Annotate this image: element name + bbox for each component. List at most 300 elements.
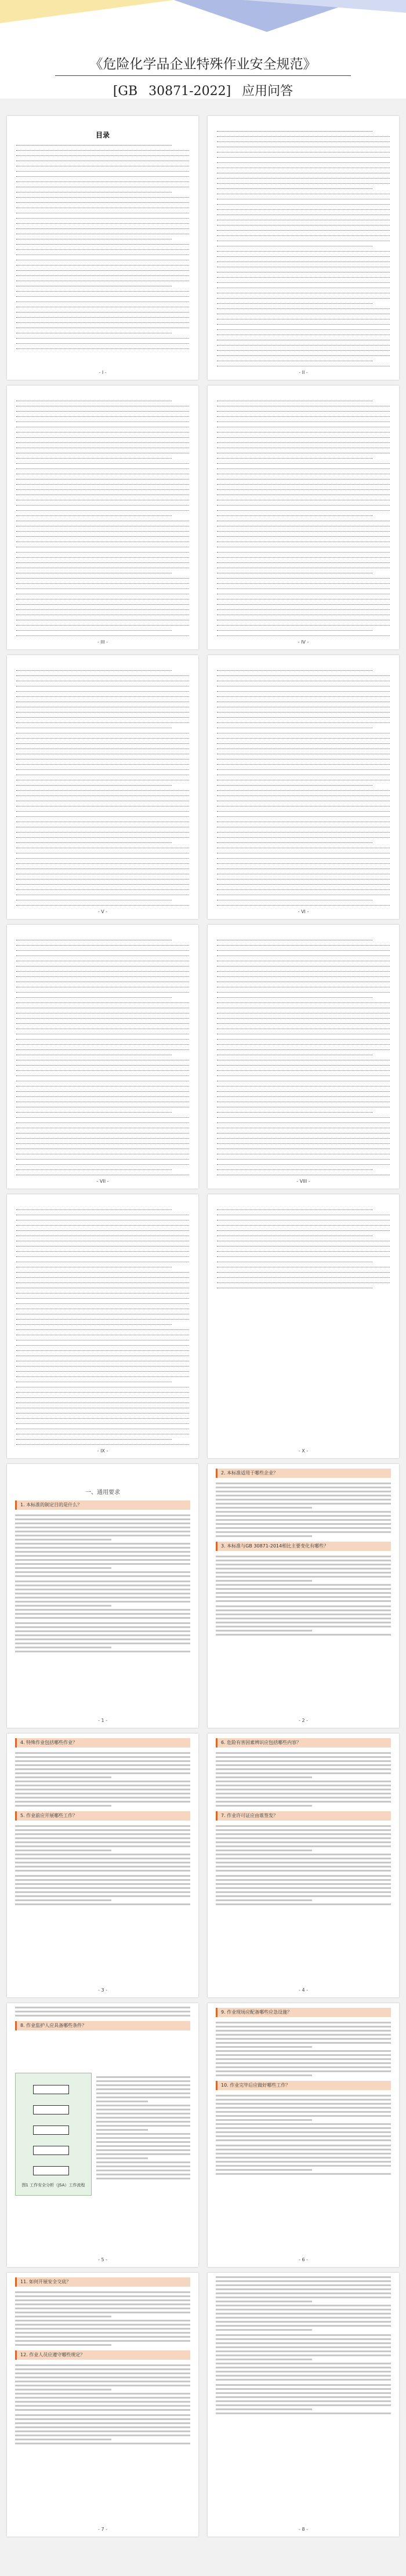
toc-entry[interactable]	[16, 1369, 189, 1372]
toc-entry[interactable]	[16, 820, 189, 822]
toc-entry[interactable]	[16, 446, 189, 448]
toc-entry[interactable]	[217, 301, 372, 304]
toc-entry[interactable]	[16, 347, 189, 349]
toc-entry[interactable]	[217, 307, 390, 309]
toc-entry[interactable]	[217, 757, 390, 760]
toc-entry[interactable]	[16, 789, 189, 791]
toc-entry[interactable]	[16, 762, 189, 765]
toc-entry[interactable]	[217, 825, 390, 827]
toc-entry[interactable]	[217, 1089, 390, 1092]
toc-entry[interactable]	[217, 1001, 390, 1003]
toc-entry[interactable]	[16, 1152, 189, 1154]
toc-entry[interactable]	[217, 877, 390, 880]
toc-entry[interactable]	[16, 535, 189, 537]
toc-entry[interactable]	[16, 1213, 189, 1215]
toc-entry[interactable]	[16, 1291, 189, 1294]
toc-entry[interactable]	[217, 535, 390, 537]
toc-entry[interactable]	[16, 1063, 189, 1066]
toc-entry[interactable]	[16, 1116, 189, 1118]
toc-entry[interactable]	[16, 561, 189, 563]
toc-entry[interactable]	[217, 893, 390, 895]
toc-entry[interactable]	[16, 721, 189, 723]
toc-entry[interactable]	[16, 326, 189, 328]
toc-entry[interactable]	[217, 898, 372, 900]
toc-entry[interactable]	[16, 175, 189, 177]
toc-entry[interactable]	[16, 1255, 189, 1257]
toc-entry[interactable]	[16, 180, 189, 182]
toc-entry[interactable]	[217, 1270, 390, 1273]
toc-entry[interactable]	[16, 898, 172, 900]
toc-entry[interactable]	[16, 1416, 189, 1419]
toc-entry[interactable]	[217, 176, 390, 179]
toc-entry[interactable]	[217, 208, 390, 210]
toc-entry[interactable]	[16, 1048, 189, 1050]
toc-entry[interactable]	[16, 1042, 189, 1045]
toc-entry[interactable]	[16, 555, 189, 558]
toc-entry[interactable]	[16, 1032, 189, 1034]
toc-entry[interactable]	[217, 275, 390, 278]
toc-entry[interactable]	[16, 310, 189, 313]
toc-entry[interactable]	[217, 348, 390, 351]
toc-entry[interactable]	[217, 623, 390, 626]
toc-entry[interactable]	[16, 613, 189, 615]
toc-entry[interactable]	[16, 949, 189, 951]
toc-entry[interactable]	[16, 841, 172, 843]
toc-entry[interactable]	[217, 1213, 390, 1215]
toc-entry[interactable]	[217, 435, 390, 438]
toc-entry[interactable]	[16, 710, 189, 713]
toc-entry[interactable]	[217, 990, 390, 993]
toc-entry[interactable]	[217, 773, 390, 775]
toc-entry[interactable]	[16, 263, 189, 266]
toc-entry[interactable]	[16, 1296, 189, 1299]
toc-entry[interactable]	[217, 456, 372, 459]
toc-entry[interactable]	[16, 1229, 189, 1231]
toc-entry[interactable]	[16, 597, 189, 600]
toc-entry[interactable]	[217, 1229, 390, 1231]
toc-entry[interactable]	[16, 1375, 189, 1377]
toc-entry[interactable]	[217, 768, 390, 770]
toc-entry[interactable]	[16, 726, 172, 728]
toc-entry[interactable]	[16, 1354, 189, 1356]
toc-entry[interactable]	[217, 451, 390, 453]
toc-entry[interactable]	[217, 399, 372, 401]
toc-entry[interactable]	[217, 778, 390, 780]
toc-entry[interactable]	[16, 959, 189, 961]
toc-entry[interactable]	[217, 1079, 390, 1081]
toc-entry[interactable]	[217, 799, 390, 801]
toc-entry[interactable]	[217, 187, 372, 189]
toc-entry[interactable]	[217, 202, 390, 205]
toc-entry[interactable]	[16, 148, 189, 151]
toc-entry[interactable]	[217, 291, 390, 293]
toc-entry[interactable]	[16, 1260, 189, 1262]
toc-entry[interactable]	[217, 488, 390, 490]
toc-entry[interactable]	[217, 430, 390, 433]
toc-entry[interactable]	[217, 1042, 390, 1045]
toc-entry[interactable]	[16, 206, 189, 208]
toc-entry[interactable]	[217, 721, 390, 723]
toc-entry[interactable]	[217, 129, 372, 132]
toc-entry[interactable]	[217, 783, 372, 786]
toc-entry[interactable]	[217, 835, 390, 838]
toc-entry[interactable]	[16, 1385, 189, 1387]
toc-entry[interactable]	[217, 462, 390, 464]
toc-entry[interactable]	[16, 1322, 172, 1325]
toc-entry[interactable]	[217, 592, 390, 594]
toc-entry[interactable]	[16, 1001, 189, 1003]
toc-entry[interactable]	[16, 1390, 189, 1393]
toc-entry[interactable]	[16, 1302, 189, 1304]
toc-entry[interactable]	[217, 529, 390, 532]
toc-entry[interactable]	[217, 364, 390, 366]
toc-entry[interactable]	[217, 420, 390, 422]
toc-entry[interactable]	[16, 903, 189, 906]
toc-entry[interactable]	[16, 545, 189, 547]
toc-entry[interactable]	[217, 493, 390, 495]
toc-entry[interactable]	[16, 715, 189, 718]
toc-entry[interactable]	[217, 514, 372, 516]
toc-entry[interactable]	[217, 482, 390, 485]
toc-entry[interactable]	[217, 239, 390, 241]
toc-entry[interactable]	[16, 462, 189, 464]
toc-entry[interactable]	[16, 783, 172, 786]
toc-entry[interactable]	[16, 477, 189, 479]
toc-entry[interactable]	[16, 618, 189, 620]
toc-entry[interactable]	[16, 1396, 189, 1398]
toc-entry[interactable]	[217, 1168, 372, 1170]
toc-entry[interactable]	[16, 1338, 189, 1340]
toc-entry[interactable]	[217, 1131, 390, 1133]
toc-entry[interactable]	[16, 519, 189, 521]
toc-entry[interactable]	[217, 213, 390, 215]
toc-entry[interactable]	[217, 1286, 372, 1288]
toc-entry[interactable]	[16, 980, 189, 982]
toc-entry[interactable]	[217, 1110, 372, 1113]
toc-entry[interactable]	[217, 328, 390, 330]
toc-entry[interactable]	[217, 359, 372, 361]
toc-entry[interactable]	[217, 524, 390, 526]
toc-entry[interactable]	[16, 1142, 189, 1144]
toc-entry[interactable]	[16, 1100, 189, 1102]
toc-entry[interactable]	[16, 752, 189, 754]
toc-entry[interactable]	[217, 135, 390, 137]
toc-entry[interactable]	[16, 582, 189, 584]
toc-entry[interactable]	[16, 508, 189, 511]
toc-entry[interactable]	[16, 315, 189, 318]
toc-entry[interactable]	[217, 949, 390, 951]
toc-entry[interactable]	[217, 270, 390, 273]
toc-entry[interactable]	[217, 995, 372, 998]
toc-entry[interactable]	[217, 166, 390, 168]
toc-entry[interactable]	[217, 333, 390, 335]
toc-entry[interactable]	[16, 757, 189, 760]
toc-entry[interactable]	[16, 1022, 189, 1024]
toc-entry[interactable]	[16, 689, 189, 692]
toc-entry[interactable]	[16, 456, 172, 459]
toc-entry[interactable]	[217, 343, 390, 346]
toc-entry[interactable]	[16, 623, 189, 626]
toc-entry[interactable]	[16, 778, 189, 780]
toc-entry[interactable]	[217, 477, 390, 479]
toc-entry[interactable]	[217, 161, 390, 163]
toc-entry[interactable]	[16, 488, 189, 490]
toc-entry[interactable]	[217, 608, 390, 610]
toc-entry[interactable]	[217, 1074, 390, 1076]
toc-entry[interactable]	[16, 1131, 189, 1133]
toc-entry[interactable]	[16, 851, 189, 853]
toc-entry[interactable]	[16, 1328, 189, 1330]
toc-entry[interactable]	[16, 1349, 189, 1351]
toc-entry[interactable]	[16, 877, 189, 880]
toc-entry[interactable]	[217, 498, 390, 500]
toc-entry[interactable]	[217, 856, 390, 859]
toc-entry[interactable]	[16, 295, 189, 297]
toc-entry[interactable]	[217, 1249, 390, 1252]
toc-entry[interactable]	[16, 1422, 189, 1424]
toc-entry[interactable]	[217, 705, 390, 707]
toc-entry[interactable]	[16, 425, 189, 427]
toc-entry[interactable]	[16, 258, 189, 260]
toc-entry[interactable]	[16, 1317, 189, 1320]
toc-entry[interactable]	[16, 1162, 189, 1165]
toc-entry[interactable]	[16, 289, 189, 292]
toc-entry[interactable]	[16, 679, 189, 681]
toc-entry[interactable]	[217, 234, 390, 236]
toc-entry[interactable]	[217, 969, 390, 972]
toc-entry[interactable]	[16, 1168, 172, 1170]
toc-entry[interactable]	[16, 872, 189, 874]
toc-entry[interactable]	[16, 435, 189, 438]
toc-entry[interactable]	[217, 959, 390, 961]
toc-entry[interactable]	[16, 799, 189, 801]
toc-entry[interactable]	[16, 253, 189, 255]
toc-entry[interactable]	[16, 1276, 189, 1278]
toc-entry[interactable]	[217, 1032, 390, 1034]
toc-entry[interactable]	[16, 331, 172, 333]
toc-entry[interactable]	[217, 322, 390, 325]
toc-entry[interactable]	[217, 1147, 390, 1149]
toc-entry[interactable]	[217, 1234, 372, 1236]
toc-entry[interactable]	[16, 1037, 189, 1040]
toc-entry[interactable]	[16, 1223, 189, 1226]
toc-entry[interactable]	[16, 274, 189, 276]
toc-entry[interactable]	[16, 399, 172, 401]
toc-entry[interactable]	[16, 420, 189, 422]
toc-entry[interactable]	[217, 446, 390, 448]
toc-entry[interactable]	[16, 451, 189, 453]
toc-entry[interactable]	[16, 1016, 189, 1019]
toc-entry[interactable]	[16, 404, 189, 406]
toc-entry[interactable]	[16, 1281, 189, 1283]
toc-entry[interactable]	[16, 985, 189, 987]
toc-entry[interactable]	[217, 561, 390, 563]
toc-entry[interactable]	[16, 566, 189, 568]
toc-entry[interactable]	[217, 354, 390, 356]
toc-entry[interactable]	[16, 794, 189, 796]
toc-entry[interactable]	[217, 789, 390, 791]
toc-entry[interactable]	[217, 171, 390, 173]
toc-entry[interactable]	[16, 576, 189, 579]
toc-entry[interactable]	[16, 550, 189, 553]
toc-entry[interactable]	[217, 1053, 372, 1055]
toc-entry[interactable]	[16, 571, 172, 573]
toc-entry[interactable]	[217, 281, 390, 283]
toc-entry[interactable]	[16, 1443, 189, 1445]
toc-entry[interactable]	[217, 296, 390, 299]
toc-entry[interactable]	[217, 140, 390, 142]
toc-entry[interactable]	[217, 441, 390, 443]
toc-entry[interactable]	[16, 279, 189, 281]
toc-entry[interactable]	[16, 498, 189, 500]
toc-entry[interactable]	[16, 1307, 189, 1309]
toc-entry[interactable]	[16, 990, 189, 993]
toc-entry[interactable]	[16, 216, 189, 219]
toc-entry[interactable]	[16, 867, 189, 869]
toc-entry[interactable]	[16, 731, 189, 733]
toc-entry[interactable]	[217, 695, 390, 697]
toc-entry[interactable]	[217, 618, 390, 620]
toc-entry[interactable]	[16, 540, 189, 542]
toc-entry[interactable]	[217, 882, 390, 885]
toc-entry[interactable]	[217, 1265, 390, 1267]
toc-entry[interactable]	[217, 715, 390, 718]
toc-entry[interactable]	[217, 1142, 390, 1144]
toc-entry[interactable]	[16, 1084, 189, 1087]
toc-entry[interactable]	[217, 255, 390, 257]
toc-entry[interactable]	[217, 851, 390, 853]
toc-entry[interactable]	[16, 804, 189, 806]
toc-entry[interactable]	[217, 980, 390, 982]
toc-entry[interactable]	[217, 503, 390, 506]
toc-entry[interactable]	[16, 1244, 189, 1247]
toc-entry[interactable]	[16, 888, 189, 890]
toc-entry[interactable]	[16, 524, 189, 526]
toc-entry[interactable]	[16, 232, 189, 234]
toc-entry[interactable]	[217, 1006, 390, 1008]
toc-entry[interactable]	[16, 1333, 189, 1335]
toc-entry[interactable]	[16, 341, 189, 344]
toc-entry[interactable]	[217, 731, 390, 733]
toc-entry[interactable]	[217, 1281, 390, 1283]
toc-entry[interactable]	[217, 1173, 390, 1175]
toc-entry[interactable]	[217, 674, 390, 676]
toc-entry[interactable]	[16, 1364, 189, 1367]
toc-entry[interactable]	[217, 985, 390, 987]
toc-entry[interactable]	[16, 1380, 172, 1382]
toc-entry[interactable]	[217, 742, 390, 744]
toc-entry[interactable]	[217, 1048, 390, 1050]
toc-entry[interactable]	[16, 514, 172, 516]
toc-entry[interactable]	[217, 415, 390, 417]
toc-entry[interactable]	[16, 856, 189, 859]
toc-entry[interactable]	[16, 700, 189, 702]
toc-entry[interactable]	[217, 150, 390, 152]
toc-entry[interactable]	[16, 1011, 189, 1013]
toc-entry[interactable]	[16, 300, 189, 302]
toc-entry[interactable]	[16, 768, 189, 770]
toc-entry[interactable]	[16, 1286, 189, 1288]
toc-entry[interactable]	[16, 628, 172, 631]
toc-entry[interactable]	[16, 608, 189, 610]
toc-entry[interactable]	[16, 190, 172, 192]
toc-entry[interactable]	[16, 409, 189, 412]
toc-entry[interactable]	[217, 679, 390, 681]
toc-entry[interactable]	[217, 1116, 390, 1118]
toc-entry[interactable]	[16, 472, 189, 474]
toc-entry[interactable]	[16, 825, 189, 827]
toc-entry[interactable]	[217, 1152, 390, 1154]
toc-entry[interactable]	[16, 1427, 189, 1429]
toc-entry[interactable]	[217, 872, 390, 874]
toc-entry[interactable]	[217, 794, 390, 796]
toc-entry[interactable]	[217, 317, 390, 319]
toc-entry[interactable]	[16, 164, 189, 166]
toc-entry[interactable]	[16, 305, 189, 307]
toc-entry[interactable]	[16, 587, 189, 589]
toc-entry[interactable]	[217, 684, 390, 686]
toc-entry[interactable]	[217, 1105, 390, 1107]
toc-entry[interactable]	[16, 592, 189, 594]
toc-entry[interactable]	[16, 195, 189, 198]
toc-entry[interactable]	[16, 1147, 189, 1149]
toc-entry[interactable]	[16, 1095, 189, 1097]
toc-entry[interactable]	[16, 467, 189, 469]
toc-entry[interactable]	[16, 975, 189, 977]
toc-entry[interactable]	[217, 943, 390, 946]
toc-entry[interactable]	[217, 508, 390, 511]
toc-entry[interactable]	[16, 1053, 172, 1055]
toc-entry[interactable]	[16, 893, 189, 895]
toc-entry[interactable]	[217, 804, 390, 806]
toc-entry[interactable]	[16, 742, 189, 744]
toc-entry[interactable]	[217, 409, 390, 412]
toc-entry[interactable]	[217, 571, 372, 573]
toc-entry[interactable]	[16, 1265, 172, 1267]
toc-entry[interactable]	[16, 705, 189, 707]
toc-entry[interactable]	[16, 1027, 189, 1029]
toc-entry[interactable]	[217, 1239, 390, 1241]
toc-entry[interactable]	[16, 154, 189, 156]
toc-entry[interactable]	[217, 888, 390, 890]
toc-entry[interactable]	[16, 1359, 189, 1361]
toc-entry[interactable]	[16, 815, 189, 817]
toc-entry[interactable]	[217, 1136, 390, 1139]
toc-entry[interactable]	[16, 830, 189, 833]
toc-entry[interactable]	[16, 1173, 189, 1175]
toc-entry[interactable]	[217, 1244, 390, 1247]
toc-entry[interactable]	[217, 1260, 372, 1262]
toc-entry[interactable]	[217, 519, 390, 521]
toc-entry[interactable]	[16, 493, 189, 495]
toc-entry[interactable]	[16, 1069, 189, 1071]
toc-entry[interactable]	[217, 1058, 390, 1060]
toc-entry[interactable]	[217, 964, 390, 967]
toc-entry[interactable]	[217, 809, 390, 812]
toc-entry[interactable]	[16, 1157, 189, 1160]
toc-entry[interactable]	[16, 1249, 189, 1252]
toc-entry[interactable]	[217, 555, 390, 558]
toc-entry[interactable]	[16, 159, 189, 161]
toc-entry[interactable]	[217, 1208, 372, 1210]
toc-entry[interactable]	[16, 1079, 189, 1081]
toc-entry[interactable]	[16, 221, 189, 224]
toc-entry[interactable]	[217, 747, 390, 749]
toc-entry[interactable]	[16, 321, 189, 323]
toc-entry[interactable]	[16, 1432, 189, 1434]
toc-entry[interactable]	[217, 223, 390, 226]
toc-entry[interactable]	[217, 1218, 390, 1220]
